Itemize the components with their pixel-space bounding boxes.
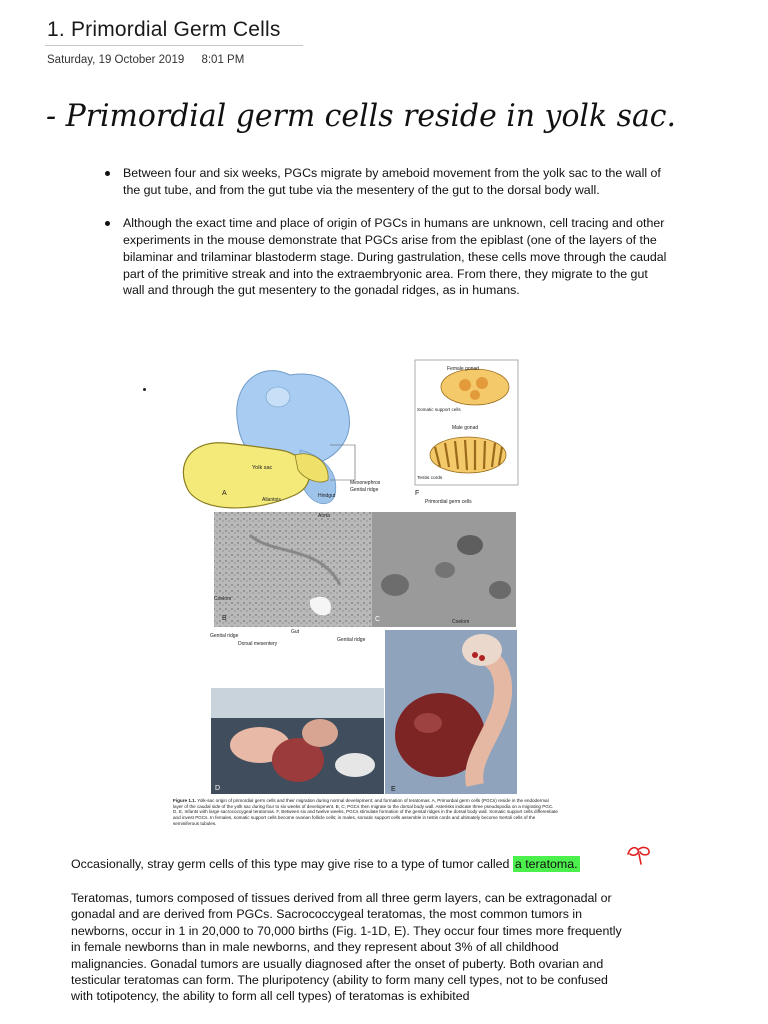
- panel-f-male-gonad-label: Male gonad: [452, 425, 479, 431]
- panel-a-letter: A: [222, 490, 227, 497]
- panel-a-genital-ridge-label: Genital ridge: [350, 487, 379, 493]
- stray-ink-dot: [143, 388, 146, 391]
- figure-caption-body: Yolk-sac origin of primordial germ cells and their migration during normal development; and formation of teratomas. A, Primordial germ cells (PGCs) reside in the endodermal layer of the caudal side of the yolk sac during four to six weeks of development. B, C, PGCs then migrate to the dorsal body wall. Asterisks indicate three pseudopodia on a migrating PGC. D, E, Infants with large sacrococcygeal teratomas. F, Between six and twelve weeks, PGCs stimulate formation of the genital ridges in the dorsal body wall. Somatic support cells differentiate and invest PGCs. In females, somatic support cells become ovarian follicle cells; in males, somatic support cells assemble in testis cords and ultimately become Sertoli cells of the seminiferous tubules.: [173, 798, 558, 826]
- panel-f-somatic-label: Somatic support cells: [417, 407, 461, 412]
- panel-d-letter: D: [215, 785, 221, 792]
- red-handwritten-annotation: [624, 842, 654, 866]
- panel-c-pgc-label: Primordial germ cells: [425, 499, 472, 505]
- figure-germ-cells: [170, 355, 562, 845]
- panel-c-genital-ridge-label: Genital ridge: [337, 637, 366, 643]
- title-divider: [45, 45, 303, 46]
- figure-panel-a: [183, 371, 380, 508]
- bullet-list: [103, 165, 668, 316]
- paragraph-teratoma-intro: [71, 856, 631, 872]
- handwritten-note-text: - Primordial germ cells reside in yolk sac.: [46, 98, 676, 134]
- highlighted-teratoma: a teratoma.: [514, 857, 578, 871]
- bullet-item: Between four and six weeks, PGCs migrate by ameboid movement from the yolk sac to the wall of the gut tube, and from the gut tube via the mesentery of the gut to the dorsal body wall.: [103, 165, 668, 198]
- figure-panel-e: [385, 630, 517, 794]
- panel-b-aorta-label: Aorta: [318, 513, 330, 519]
- page-metadata: [47, 54, 258, 66]
- panel-b-gut-label: Gut: [291, 629, 300, 635]
- figure-caption: [173, 798, 559, 827]
- panel-a-hindgut-label: Hindgut: [318, 493, 336, 499]
- bullet-item: Although the exact time and place of origin of PGCs in humans are unknown, cell tracing and other experiments in the mouse demonstrate that PGCs arise from the epiblast (one of the layers of the bilaminar and trilaminar blastoderm stage. During gastrulation, these cells move through the caudal part of the primitive streak and into the extraembryonic area. From there, they migrate to the gut wall and through the gut mesentery to the gonadal ridges, as in humans.: [103, 215, 668, 299]
- panel-b-dorsal-mesentery-label: Dorsal mesentery: [238, 641, 278, 647]
- paragraph-teratomas: Teratomas, tumors composed of tissues derived from all three germ layers, can be extragonadal or gonadal and are derived from PGCs. Sacrococcygeal teratomas, the most common tumors in newborns, occur in 1 in 20,000 to 70,000 births (Fig. 1-1D, E). They occur four times more frequently in female newborns than in male newborns, and they represent about 3% of all childhood malignancies. Gonadal tumors are usually diagnosed after the onset of puberty. Both ovarian and testicular teratomas can form. The pluripotency (ability to form many cell types, not to be confused with totipotency, the ability to form all cell types) of teratomas is exhibited: [71, 891, 622, 1004]
- figure-panel-f: [415, 360, 518, 497]
- panel-c-coelom-label: Coelom: [452, 619, 470, 625]
- page-date: Saturday, 19 October 2019: [47, 54, 185, 66]
- panel-b-genital-ridge-label: Genital ridge: [210, 633, 239, 639]
- panel-a-yolk-sac-label: Yolk sac: [252, 465, 273, 471]
- panel-f-female-gonad-label: Female gonad: [447, 366, 479, 372]
- figure-panel-d: [211, 688, 384, 794]
- panel-f-letter: F: [415, 490, 420, 497]
- handwritten-note: [42, 88, 682, 148]
- panel-f-testis-cords-label: Testis cords: [417, 476, 443, 481]
- panel-e-letter: E: [391, 786, 396, 793]
- panel-a-mesonephros-label: Mesonephros: [350, 480, 381, 486]
- panel-b-coelom-label: Coelom: [214, 596, 232, 602]
- paragraph-1-text: Occasionally, stray germ cells of this type may give rise to a type of tumor called: [71, 857, 513, 871]
- panel-a-allantois-label: Allantois: [262, 497, 281, 503]
- panel-c-letter: C: [375, 616, 381, 623]
- figure-panel-b: [210, 512, 372, 647]
- panel-b-letter: B: [222, 615, 227, 622]
- page-time: 8:01 PM: [201, 54, 245, 66]
- figure-caption-lead: Figure 1.1.: [173, 798, 196, 803]
- page-title: 1. Primordial Germ Cells: [47, 18, 281, 41]
